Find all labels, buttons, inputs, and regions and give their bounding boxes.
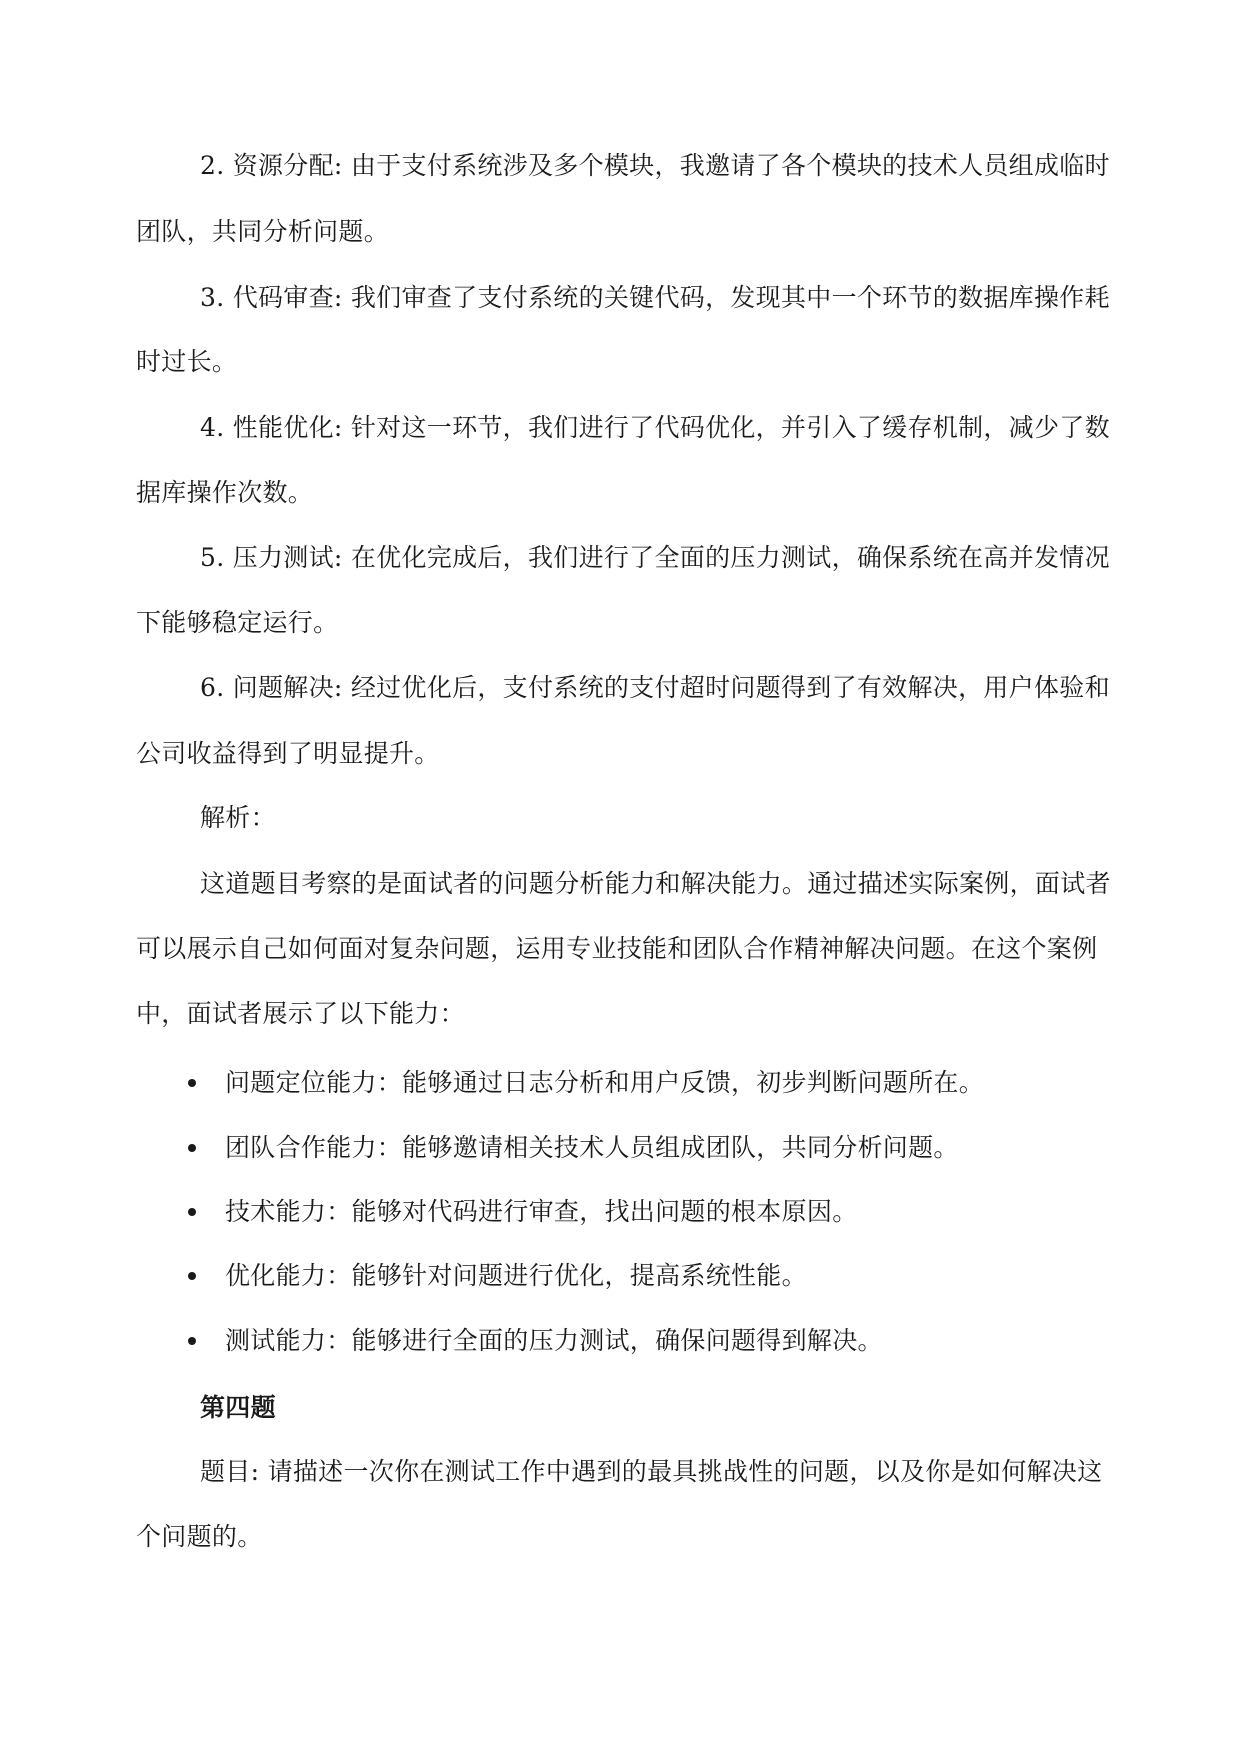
bullet-dot-icon bbox=[188, 1079, 196, 1087]
bullet-item-optimization: 优化能力：能够针对问题进行优化，提高系统性能。 bbox=[225, 1261, 807, 1290]
paragraph-6-line-2: 公司收益得到了明显提升。 bbox=[136, 739, 440, 768]
analysis-label: 解析： bbox=[200, 803, 276, 832]
analysis-line-1: 这道题目考察的是面试者的问题分析能力和解决能力。通过描述实际案例，面试者 bbox=[200, 869, 1111, 898]
paragraph-5-line-2: 下能够稳定运行。 bbox=[136, 608, 339, 637]
bullet-dot-icon bbox=[188, 1337, 196, 1345]
bullet-item-testing: 测试能力：能够进行全面的压力测试，确保问题得到解决。 bbox=[225, 1326, 883, 1355]
bullet-dot-icon bbox=[188, 1272, 196, 1280]
paragraph-4-line-1: 4. 性能优化: 针对这一环节，我们进行了代码优化，并引入了缓存机制，减少了数 bbox=[200, 413, 1110, 442]
paragraph-3-line-2: 时过长。 bbox=[136, 347, 238, 376]
question-line-2: 个问题的。 bbox=[136, 1522, 263, 1551]
paragraph-3-line-1: 3. 代码审查: 我们审查了支付系统的关键代码，发现其中一个环节的数据库操作耗 bbox=[200, 283, 1110, 312]
bullet-dot-icon bbox=[188, 1144, 196, 1152]
paragraph-5-line-1: 5. 压力测试: 在优化完成后，我们进行了全面的压力测试，确保系统在高并发情况 bbox=[200, 543, 1110, 572]
section-heading: 第四题 bbox=[200, 1393, 276, 1422]
paragraph-4-line-2: 据库操作次数。 bbox=[136, 478, 314, 507]
analysis-line-2: 可以展示自己如何面对复杂问题，运用专业技能和团队合作精神解决问题。在这个案例 bbox=[136, 934, 1098, 963]
paragraph-2-line-1: 2. 资源分配: 由于支付系统涉及多个模块，我邀请了各个模块的技术人员组成临时 bbox=[200, 151, 1110, 180]
paragraph-6-line-1: 6. 问题解决: 经过优化后，支付系统的支付超时问题得到了有效解决，用户体验和 bbox=[200, 673, 1110, 702]
paragraph-2-line-2: 团队，共同分析问题。 bbox=[136, 217, 390, 246]
analysis-line-3: 中，面试者展示了以下能力： bbox=[136, 999, 465, 1028]
bullet-dot-icon bbox=[188, 1208, 196, 1216]
question-line-1: 题目: 请描述一次你在测试工作中遇到的最具挑战性的问题，以及你是如何解决这 bbox=[200, 1457, 1103, 1486]
bullet-item-technical: 技术能力：能够对代码进行审查，找出问题的根本原因。 bbox=[225, 1197, 858, 1226]
bullet-item-problem-location: 问题定位能力：能够通过日志分析和用户反馈，初步判断问题所在。 bbox=[225, 1068, 985, 1097]
bullet-item-teamwork: 团队合作能力：能够邀请相关技术人员组成团队，共同分析问题。 bbox=[225, 1133, 959, 1162]
